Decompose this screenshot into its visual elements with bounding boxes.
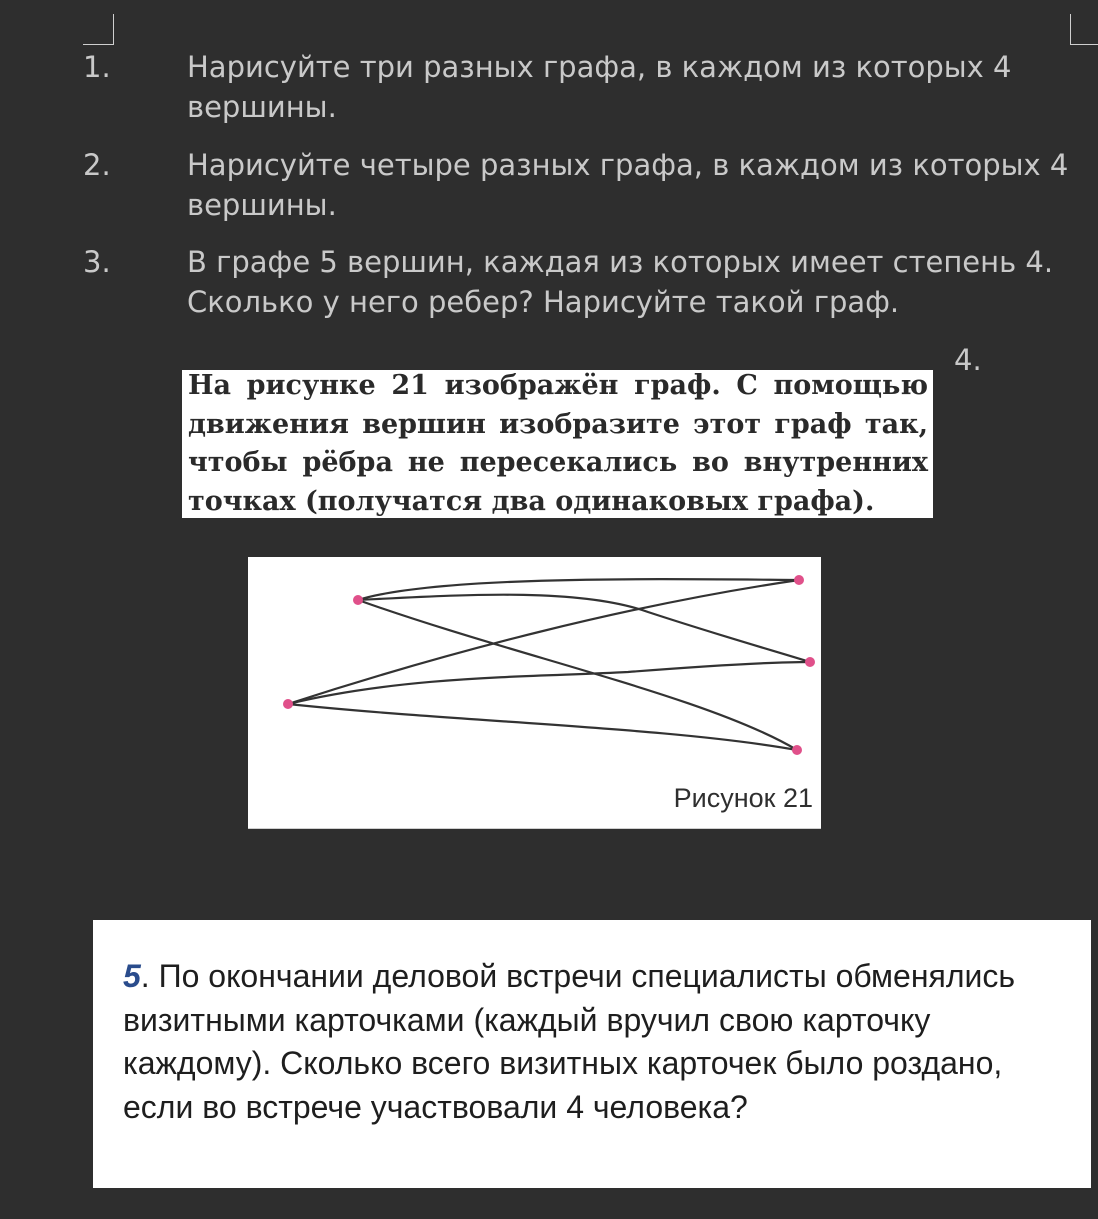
task-1-text: Нарисуйте три разных графа, в каждом из которых 4 вершины. bbox=[187, 50, 1012, 124]
graph-edge-b-d bbox=[288, 662, 810, 704]
graph-edge-a-d bbox=[358, 595, 810, 662]
task-2-number: 2. bbox=[83, 148, 111, 182]
task-5-paragraph bbox=[123, 955, 1068, 1129]
task-4-scan bbox=[182, 370, 933, 518]
graph-vertex-b bbox=[283, 699, 293, 709]
graph-vertex-e bbox=[792, 745, 802, 755]
task-3-text: В графе 5 вершин, каждая из которых имеет степень 4. Сколько у него ребер? Нарисуйте такой граф. bbox=[187, 245, 1054, 319]
task-5-number: 5 bbox=[123, 958, 141, 994]
margin-corner-left bbox=[83, 14, 114, 45]
task-4-text: На рисунке 21 изображён граф. С помощью движения вершин изобразите этот граф так, чтобы рёбра не пересекались во внутренних точках (получатся два одинаковых графа). bbox=[188, 370, 928, 517]
task-4-number: 4. bbox=[954, 343, 982, 377]
figure-caption: Рисунок 21 bbox=[673, 783, 813, 813]
task-5-scan bbox=[93, 920, 1091, 1188]
graph-vertex-c bbox=[794, 575, 804, 585]
graph-vertex-d bbox=[805, 657, 815, 667]
graph-edge-b-e bbox=[288, 704, 797, 750]
task-1-number: 1. bbox=[83, 50, 111, 84]
graph-edges bbox=[288, 579, 810, 750]
task-2-text: Нарисуйте четыре разных графа, в каждом из которых 4 вершины. bbox=[187, 148, 1069, 222]
margin-corner-right bbox=[1070, 14, 1098, 45]
task-3-number: 3. bbox=[83, 245, 111, 279]
graph-vertex-a bbox=[353, 595, 363, 605]
figure-21 bbox=[248, 557, 821, 829]
task-5-text: . По окончании деловой встречи специалисты обменялись визитными карточками (каждый вручил свою карточку каждому). Сколько всего визитных карточек было роздано, если во встрече участвовали 4 человека? bbox=[123, 958, 1016, 1125]
